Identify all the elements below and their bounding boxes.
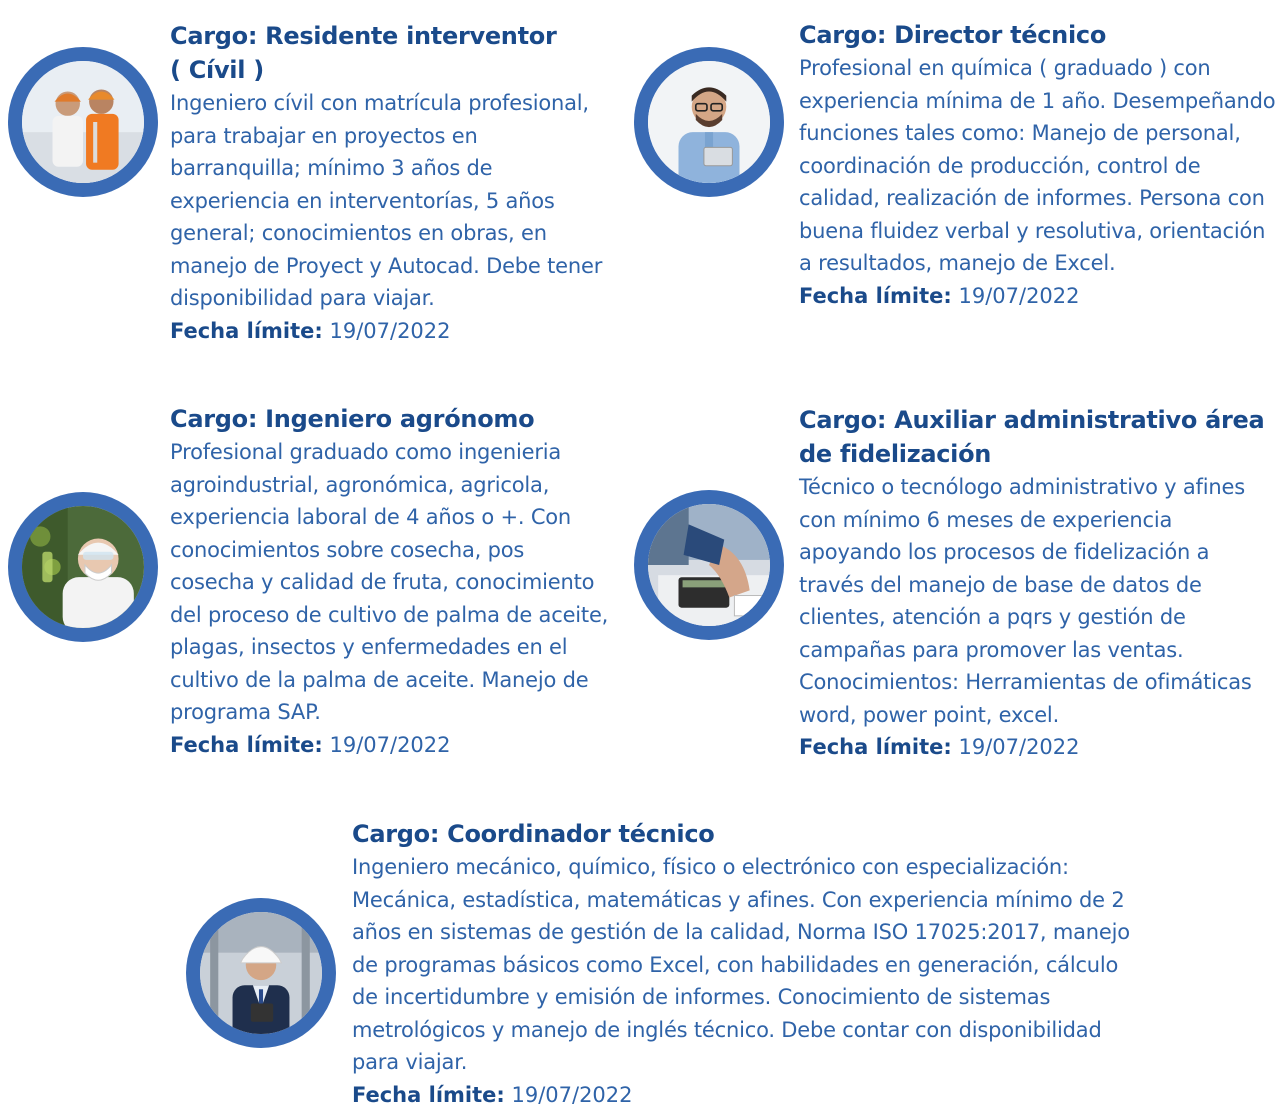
job-description: Profesional graduado como ingenieria agroindustrial, agronómica, agricola, experiencia laboral de 4 años o +. Con conocimientos sobre cosecha, pos cosecha y calidad de fruta, conocimiento del proceso de cultivo de palma de aceite, plagas, insectos y enfermedades en el cultivo de la palma de aceite. Manejo de programa SAP. [170, 440, 609, 724]
job-avatar [634, 490, 784, 640]
deadline-label: Fecha límite: [799, 735, 952, 759]
deadline-label: Fecha límite: [170, 732, 323, 757]
deadline-date: 19/07/2022 [329, 732, 451, 757]
job-deadline [170, 729, 610, 762]
job-avatar [634, 47, 784, 197]
job-title: Cargo: Coordinador técnico [352, 820, 715, 848]
lab-scientist-photo [22, 506, 144, 628]
man-with-tablet-photo [648, 61, 770, 183]
job-description: Técnico o tecnólogo administrativo y afines con mínimo 6 meses de experiencia apoyando los procesos de fidelización a través del manejo de base de datos de clientes, atención a pqrs y gestión de campañas para promover las ventas. Conocimientos: Herramientas de ofimáticas word, power point, excel. [799, 475, 1252, 727]
job-avatar [8, 47, 158, 197]
job-title: Cargo: Auxiliar administrativo área de fidelización [799, 406, 1265, 468]
job-avatar [186, 898, 336, 1048]
job-deadline [799, 280, 1279, 313]
deadline-date: 19/07/2022 [511, 1082, 633, 1107]
job-deadline [170, 315, 610, 348]
deadline-label: Fecha límite: [352, 1082, 505, 1107]
deadline-date: 19/07/2022 [958, 283, 1080, 308]
deadline-label: Fecha límite: [799, 283, 952, 308]
job-description: Profesional en química ( graduado ) con experiencia mínima de 1 año. Desempeñando funciones tales como: Manejo de personal, coordinación de producción, control de calidad, realización de informes. Persona con buena fluidez verbal y resolutiva, orientación a resultados, manejo de Excel. [799, 56, 1276, 275]
deadline-date: 19/07/2022 [958, 735, 1080, 759]
job-deadline [799, 731, 1279, 764]
job-title: Cargo: Ingeniero agrónomo [170, 405, 535, 433]
job-deadline [352, 1079, 1152, 1112]
job-title: Cargo: Residente interventor ( Cívil ) [170, 22, 557, 84]
office-calculator-photo [648, 504, 770, 626]
job-title: Cargo: Director técnico [799, 21, 1107, 49]
job-description: Ingeniero cívil con matrícula profesional, para trabajar en proyectos en barranquilla; mínimo 3 años de experiencia en interventorías, 5 años general; conocimientos en obras, en manejo de Proyect y Autocad. Debe tener disponibilidad para viajar. [170, 91, 603, 310]
deadline-label: Fecha límite: [170, 318, 323, 343]
deadline-date: 19/07/2022 [329, 318, 451, 343]
job-description: Ingeniero mecánico, químico, físico o electrónico con especialización: Mecánica, estadística, matemáticas y afines. Con experiencia mínimo de 2 años en sistemas de gestión de la calidad, Norma ISO 17025:2017, manejo de programas básicos como Excel, con habilidades en generación, cálculo de incertidumbre y emisión de informes. Conocimiento de sistemas metrológicos y manejo de inglés técnico. Debe contar con disponibilidad para viajar. [352, 855, 1130, 1074]
construction-workers-photo [22, 61, 144, 183]
job-avatar [8, 492, 158, 642]
engineer-hardhat-photo [200, 912, 322, 1034]
